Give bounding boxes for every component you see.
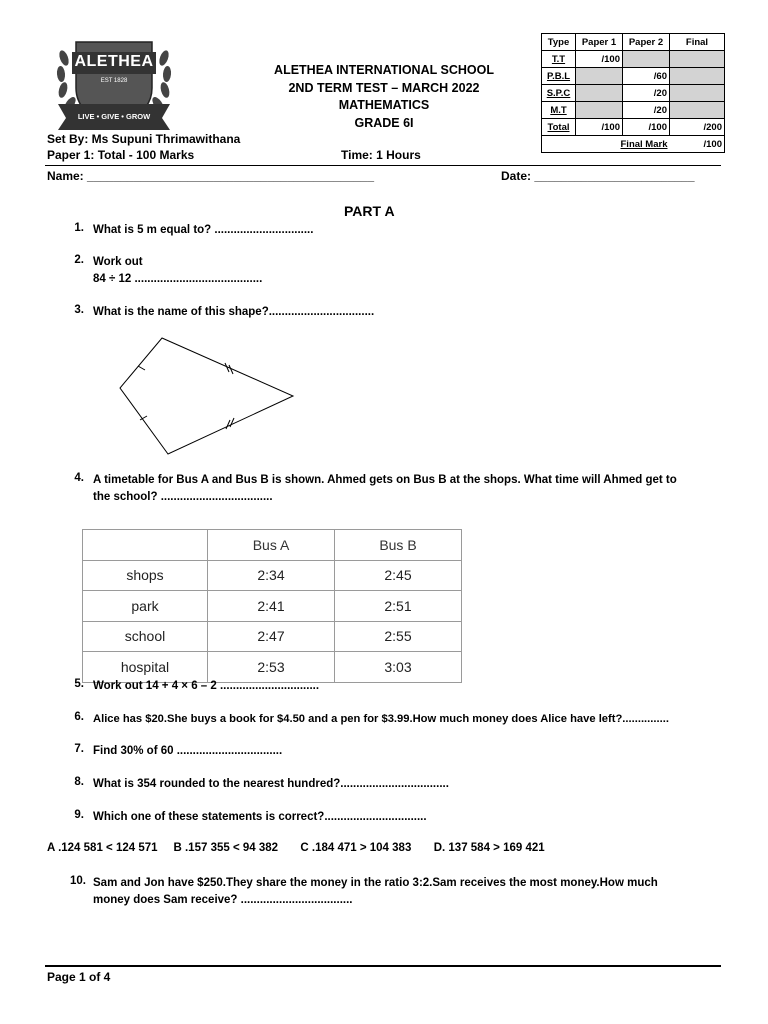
school-title-block	[250, 62, 518, 132]
question-text-continued: the school? ...................................	[93, 491, 273, 503]
kite-shape-figure	[110, 330, 300, 460]
test-title: 2ND TERM TEST – MARCH 2022	[288, 80, 480, 95]
marks-row	[542, 85, 725, 102]
question-number: 4.	[74, 472, 84, 484]
final-mark-row	[542, 136, 725, 153]
question-text: Find 30% of 60 .................................	[93, 745, 283, 757]
footer-rule	[45, 965, 721, 967]
school-logo	[52, 38, 176, 138]
marks-header-cell: Paper 2	[623, 34, 670, 51]
question-subtext: 84 ÷ 12 ........................................	[93, 273, 263, 285]
bus-time-cell: 2:51	[335, 591, 462, 622]
bus-time-cell: 2:55	[335, 621, 462, 652]
bus-time-cell: 2:53	[208, 652, 335, 683]
bus-time-cell: 3:03	[335, 652, 462, 683]
marks-header-cell: Final	[670, 34, 725, 51]
question-text: Sam and Jon have $250.They share the money in the ratio 3:2.Sam receives the most money.How much	[93, 877, 658, 889]
bus-header-cell: Bus A	[208, 530, 335, 561]
bus-stop-cell: school	[83, 621, 208, 652]
set-by: Set By: Ms Supuni Thrimawithana	[47, 132, 241, 146]
header-rule	[45, 165, 721, 166]
question-number: 5.	[74, 678, 84, 690]
question-number: 1.	[74, 222, 84, 234]
bus-header-cell	[83, 530, 208, 561]
grade-title: GRADE 6I	[354, 115, 414, 130]
question-number: 10.	[70, 875, 86, 887]
bus-stop-cell: park	[83, 591, 208, 622]
marks-cell	[670, 85, 725, 102]
final-mark-label	[542, 136, 670, 153]
marks-cell	[576, 85, 623, 102]
final-mark-label-text: Final Mark	[620, 138, 668, 150]
question-number: 6.	[74, 711, 84, 723]
marks-type-cell: T.T	[542, 51, 576, 68]
marks-header-cell: Paper 1	[576, 34, 623, 51]
question-text: Work out	[93, 256, 143, 268]
marks-cell	[670, 68, 725, 85]
question-number: 7.	[74, 743, 84, 755]
bus-time-cell: 2:45	[335, 560, 462, 591]
marks-cell: /20	[623, 85, 670, 102]
marks-type-cell: M.T	[542, 102, 576, 119]
part-title: PART A	[344, 203, 395, 219]
answer-options: A .124 581 < 124 571 B .157 355 < 94 382 C .184 471 > 104 383 D. 137 584 > 169 421	[47, 842, 545, 854]
bus-time-cell: 2:47	[208, 621, 335, 652]
logo-name: ALETHEA	[74, 53, 154, 70]
final-mark-value: /100	[670, 136, 725, 153]
bus-time-cell: 2:34	[208, 560, 335, 591]
marks-type-cell: Total	[542, 119, 576, 136]
question-number: 3.	[74, 304, 84, 316]
marks-table	[541, 33, 725, 153]
marks-cell	[576, 102, 623, 119]
subject-title: MATHEMATICS	[338, 98, 430, 112]
marks-cell: /60	[623, 68, 670, 85]
question-text: What is 5 m equal to? ...............................	[93, 224, 314, 236]
question-text: Which one of these statements is correct?................................	[93, 811, 427, 823]
logo-est: EST 1828	[100, 78, 128, 84]
bus-table-row	[83, 560, 462, 591]
question-text: Alice has $20.She buys a book for $4.50 and a pen for $3.99.How much money does Alice have left?...............	[93, 713, 669, 725]
bus-table-header	[83, 530, 462, 561]
marks-type-cell: P.B.L	[542, 68, 576, 85]
bus-stop-cell: hospital	[83, 652, 208, 683]
marks-cell: /100	[623, 119, 670, 136]
bus-table-row	[83, 621, 462, 652]
marks-cell	[576, 68, 623, 85]
page-number: Page 1 of 4	[47, 970, 111, 984]
marks-cell: /200	[670, 119, 725, 136]
marks-cell: /100	[576, 51, 623, 68]
question-text: What is 354 rounded to the nearest hundred?..................................	[93, 778, 449, 790]
question-text-continued: money does Sam receive? ...................................	[93, 894, 353, 906]
question-text: What is the name of this shape?.................................	[93, 306, 375, 318]
marks-cell: /20	[623, 102, 670, 119]
question-number: 8.	[74, 776, 84, 788]
question-number: 9.	[74, 809, 84, 821]
bus-header-cell: Bus B	[335, 530, 462, 561]
marks-cell	[623, 51, 670, 68]
question-text: Work out 14 + 4 × 6 – 2 ...............................	[93, 680, 320, 692]
marks-cell	[670, 102, 725, 119]
name-field[interactable]: Name: ___________________________________________	[47, 169, 374, 183]
marks-table-header	[542, 34, 725, 51]
marks-row	[542, 51, 725, 68]
marks-row	[542, 102, 725, 119]
marks-row	[542, 68, 725, 85]
bus-stop-cell: shops	[83, 560, 208, 591]
question-number: 2.	[74, 254, 84, 266]
marks-type-cell: S.P.C	[542, 85, 576, 102]
bus-time-cell: 2:41	[208, 591, 335, 622]
date-field[interactable]: Date: ________________________	[501, 169, 695, 183]
marks-cell: /100	[576, 119, 623, 136]
question-text: A timetable for Bus A and Bus B is shown. Ahmed gets on Bus B at the shops. What time will Ahmed get to	[93, 474, 677, 486]
paper-total: Paper 1: Total - 100 Marks	[47, 148, 195, 162]
marks-header-cell: Type	[542, 34, 576, 51]
logo-motto: LIVE • GIVE • GROW	[77, 112, 151, 121]
bus-table-row	[83, 591, 462, 622]
bus-timetable	[82, 529, 462, 683]
school-name: ALETHEA INTERNATIONAL SCHOOL	[274, 63, 494, 77]
marks-row-total	[542, 119, 725, 136]
time-allowed: Time: 1 Hours	[341, 148, 421, 162]
marks-cell	[670, 51, 725, 68]
